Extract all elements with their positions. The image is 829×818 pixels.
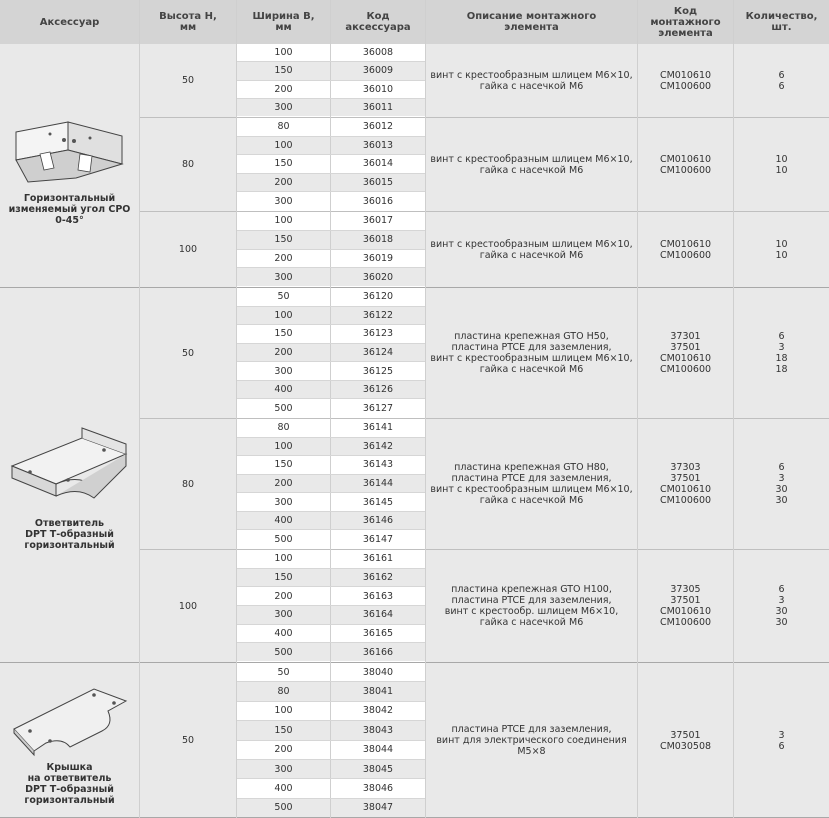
width-cell: 400: [237, 779, 330, 797]
width-cell: 50: [237, 288, 330, 306]
qty-cell: 3 6: [734, 663, 829, 818]
row-separator: [237, 701, 425, 702]
row-separator: [237, 605, 425, 606]
width-cell: 100: [237, 137, 330, 155]
row-separator: [237, 136, 425, 137]
row-separator: [237, 681, 425, 682]
mount-code-cell: CM010610 CM100600: [638, 118, 733, 211]
accessory-code-cell: 36008: [331, 44, 425, 61]
row-separator: [237, 191, 425, 192]
row-separator: [237, 173, 425, 174]
height-cell: 100: [140, 550, 236, 662]
header-mount-code: Код монтажного элемента: [638, 0, 733, 44]
width-cell: 100: [237, 307, 330, 325]
width-cell: 500: [237, 399, 330, 417]
accessory-code-cell: 38046: [331, 779, 425, 797]
col-separator: [139, 0, 140, 818]
width-cell: 200: [237, 81, 330, 98]
width-cell: 150: [237, 231, 330, 249]
row-separator: [237, 98, 425, 99]
mount-code-cell: 37301 37501 CM010610 CM100600: [638, 288, 733, 418]
width-cell: 400: [237, 625, 330, 643]
row-separator: [237, 568, 425, 569]
width-cell: 100: [237, 212, 330, 230]
width-cell: 80: [237, 118, 330, 136]
accessory-code-cell: 36166: [331, 643, 425, 661]
row-separator: [237, 492, 425, 493]
accessory-code-cell: 36009: [331, 62, 425, 79]
width-cell: 200: [237, 174, 330, 192]
row-separator: [237, 759, 425, 760]
row-separator: [237, 529, 425, 530]
accessory-code-cell: 36146: [331, 512, 425, 530]
description-cell: винт с крестообразным шлицем M6×10, гайка с насечкой M6: [426, 118, 637, 211]
description-cell: винт с крестообразным шлицем M6×10, гайка с насечкой M6: [426, 212, 637, 287]
width-cell: 200: [237, 587, 330, 605]
width-cell: 200: [237, 250, 330, 268]
accessory-code-cell: 36123: [331, 325, 425, 343]
accessory-code-cell: 36015: [331, 174, 425, 192]
description-cell: пластина PTCE для заземления, винт для электрического соединения M5×8: [426, 663, 637, 818]
row-separator: [237, 80, 425, 81]
width-cell: 500: [237, 530, 330, 548]
height-cell: 50: [140, 44, 236, 117]
accessory-code-cell: 38044: [331, 741, 425, 759]
width-cell: 150: [237, 569, 330, 587]
row-separator: [237, 455, 425, 456]
header-qty: Количество, шт.: [734, 0, 829, 44]
accessory-code-cell: 36144: [331, 475, 425, 493]
width-cell: 300: [237, 606, 330, 624]
width-cell: 300: [237, 99, 330, 116]
accessory-code-cell: 36122: [331, 307, 425, 325]
qty-cell: 6 3 30 30: [734, 550, 829, 662]
row-separator: [237, 642, 425, 643]
width-cell: 300: [237, 268, 330, 286]
row-separator: [237, 798, 425, 799]
col-separator: [637, 0, 638, 818]
accessory-name-cpo: Горизонтальный изменяемый угол CPO 0-45°: [8, 193, 131, 226]
width-cell: 200: [237, 344, 330, 362]
width-cell: 80: [237, 419, 330, 437]
accessory-code-cell: 36018: [331, 231, 425, 249]
accessory-code-cell: 36142: [331, 438, 425, 456]
qty-cell: 6 3 18 18: [734, 288, 829, 418]
row-separator: [237, 437, 425, 438]
width-cell: 150: [237, 456, 330, 474]
width-cell: 400: [237, 381, 330, 399]
width-cell: 150: [237, 721, 330, 739]
accessory-code-cell: 36125: [331, 362, 425, 380]
width-cell: 100: [237, 44, 330, 61]
accessory-code-cell: 36019: [331, 250, 425, 268]
width-cell: 200: [237, 475, 330, 493]
description-cell: винт с крестообразным шлицем M6×10, гайка с насечкой M6: [426, 44, 637, 117]
width-cell: 150: [237, 62, 330, 79]
row-separator: [237, 343, 425, 344]
accessory-code-cell: 36012: [331, 118, 425, 136]
accessory-code-cell: 38047: [331, 799, 425, 817]
accessory-code-cell: 36141: [331, 419, 425, 437]
qty-cell: 6 3 30 30: [734, 419, 829, 549]
width-cell: 400: [237, 512, 330, 530]
row-separator: [237, 474, 425, 475]
row-separator: [237, 740, 425, 741]
description-cell: пластина крепежная GTO H50, пластина PTCE для заземления, винт с крестообразным шлицем M6×10, гайка с насечкой M6: [426, 288, 637, 418]
accessory-code-cell: 36020: [331, 268, 425, 286]
height-cell: 50: [140, 663, 236, 818]
height-cell: 80: [140, 118, 236, 211]
mount-code-cell: CM010610 CM100600: [638, 212, 733, 287]
header-height: Высота H, мм: [140, 0, 236, 44]
width-cell: 300: [237, 760, 330, 778]
width-cell: 500: [237, 643, 330, 661]
width-cell: 150: [237, 325, 330, 343]
accessory-code-cell: 36011: [331, 99, 425, 116]
row-separator: [237, 154, 425, 155]
accessory-code-cell: 38045: [331, 760, 425, 778]
row-separator: [237, 361, 425, 362]
accessory-code-cell: 36165: [331, 625, 425, 643]
header-description: Описание монтажного элемента: [426, 0, 637, 44]
mount-code-cell: 37305 37501 CM010610 CM100600: [638, 550, 733, 662]
mount-code-cell: 37303 37501 CM010610 CM100600: [638, 419, 733, 549]
t-branch-tray-icon: [8, 420, 134, 512]
accessory-code-cell: 36147: [331, 530, 425, 548]
description-cell: пластина крепежная GTO H80, пластина PTCE для заземления, винт с крестообразным шлицем M6×10, гайка с насечкой M6: [426, 419, 637, 549]
width-cell: 100: [237, 550, 330, 568]
accessory-name-cover: Крышка на ответвитель DPT Т-образный горизонтальный: [24, 762, 115, 806]
width-cell: 100: [237, 438, 330, 456]
header-width: Ширина B, мм: [237, 0, 330, 44]
width-cell: 500: [237, 799, 330, 817]
width-cell: 100: [237, 702, 330, 720]
width-cell: 300: [237, 192, 330, 210]
qty-cell: 10 10: [734, 212, 829, 287]
col-separator: [425, 0, 426, 818]
width-cell: 300: [237, 493, 330, 511]
height-cell: 50: [140, 288, 236, 418]
row-separator: [237, 720, 425, 721]
row-separator: [237, 249, 425, 250]
row-separator: [237, 380, 425, 381]
accessory-code-cell: 36162: [331, 569, 425, 587]
t-branch-cover-icon: [10, 685, 132, 757]
accessory-code-cell: 38040: [331, 663, 425, 681]
accessory-code-cell: 36126: [331, 381, 425, 399]
row-separator: [237, 61, 425, 62]
height-cell: 80: [140, 419, 236, 549]
width-cell: 80: [237, 682, 330, 700]
width-cell: 200: [237, 741, 330, 759]
row-separator: [237, 230, 425, 231]
height-cell: 100: [140, 212, 236, 287]
accessory-code-cell: 36017: [331, 212, 425, 230]
accessory-code-cell: 36013: [331, 137, 425, 155]
mount-code-cell: CM010610 CM100600: [638, 44, 733, 117]
mount-code-cell: 37501 CM030508: [638, 663, 733, 818]
col-separator: [733, 0, 734, 818]
accessory-code-cell: 36163: [331, 587, 425, 605]
qty-cell: 6 6: [734, 44, 829, 117]
row-separator: [237, 586, 425, 587]
accessory-code-cell: 36120: [331, 288, 425, 306]
accessory-code-cell: 36143: [331, 456, 425, 474]
accessory-name-dpt: Ответвитель DPT Т-образный горизонтальный: [24, 518, 115, 551]
header-code: Код аксессуара: [331, 0, 425, 44]
accessory-code-cell: 36124: [331, 344, 425, 362]
row-separator: [237, 624, 425, 625]
row-separator: [237, 511, 425, 512]
description-cell: пластина крепежная GTO H100, пластина PTCE для заземления, винт с крестообр. шлицем M6×10, гайка с насечкой M6: [426, 550, 637, 662]
accessory-code-cell: 36164: [331, 606, 425, 624]
row-separator: [237, 267, 425, 268]
accessory-code-cell: 38041: [331, 682, 425, 700]
adjustable-angle-tray-icon: [10, 110, 132, 190]
accessory-code-cell: 36010: [331, 81, 425, 98]
qty-cell: 10 10: [734, 118, 829, 211]
header-accessory: Аксессуар: [0, 0, 139, 44]
accessory-code-cell: 36016: [331, 192, 425, 210]
accessory-code-cell: 38042: [331, 702, 425, 720]
row-separator: [237, 398, 425, 399]
row-separator: [237, 306, 425, 307]
width-cell: 50: [237, 663, 330, 681]
row-separator: [237, 324, 425, 325]
accessory-code-cell: 36127: [331, 399, 425, 417]
row-separator: [237, 778, 425, 779]
width-cell: 150: [237, 155, 330, 173]
accessory-code-cell: 36145: [331, 493, 425, 511]
width-cell: 300: [237, 362, 330, 380]
accessory-code-cell: 36161: [331, 550, 425, 568]
accessory-code-cell: 36014: [331, 155, 425, 173]
accessory-code-cell: 38043: [331, 721, 425, 739]
